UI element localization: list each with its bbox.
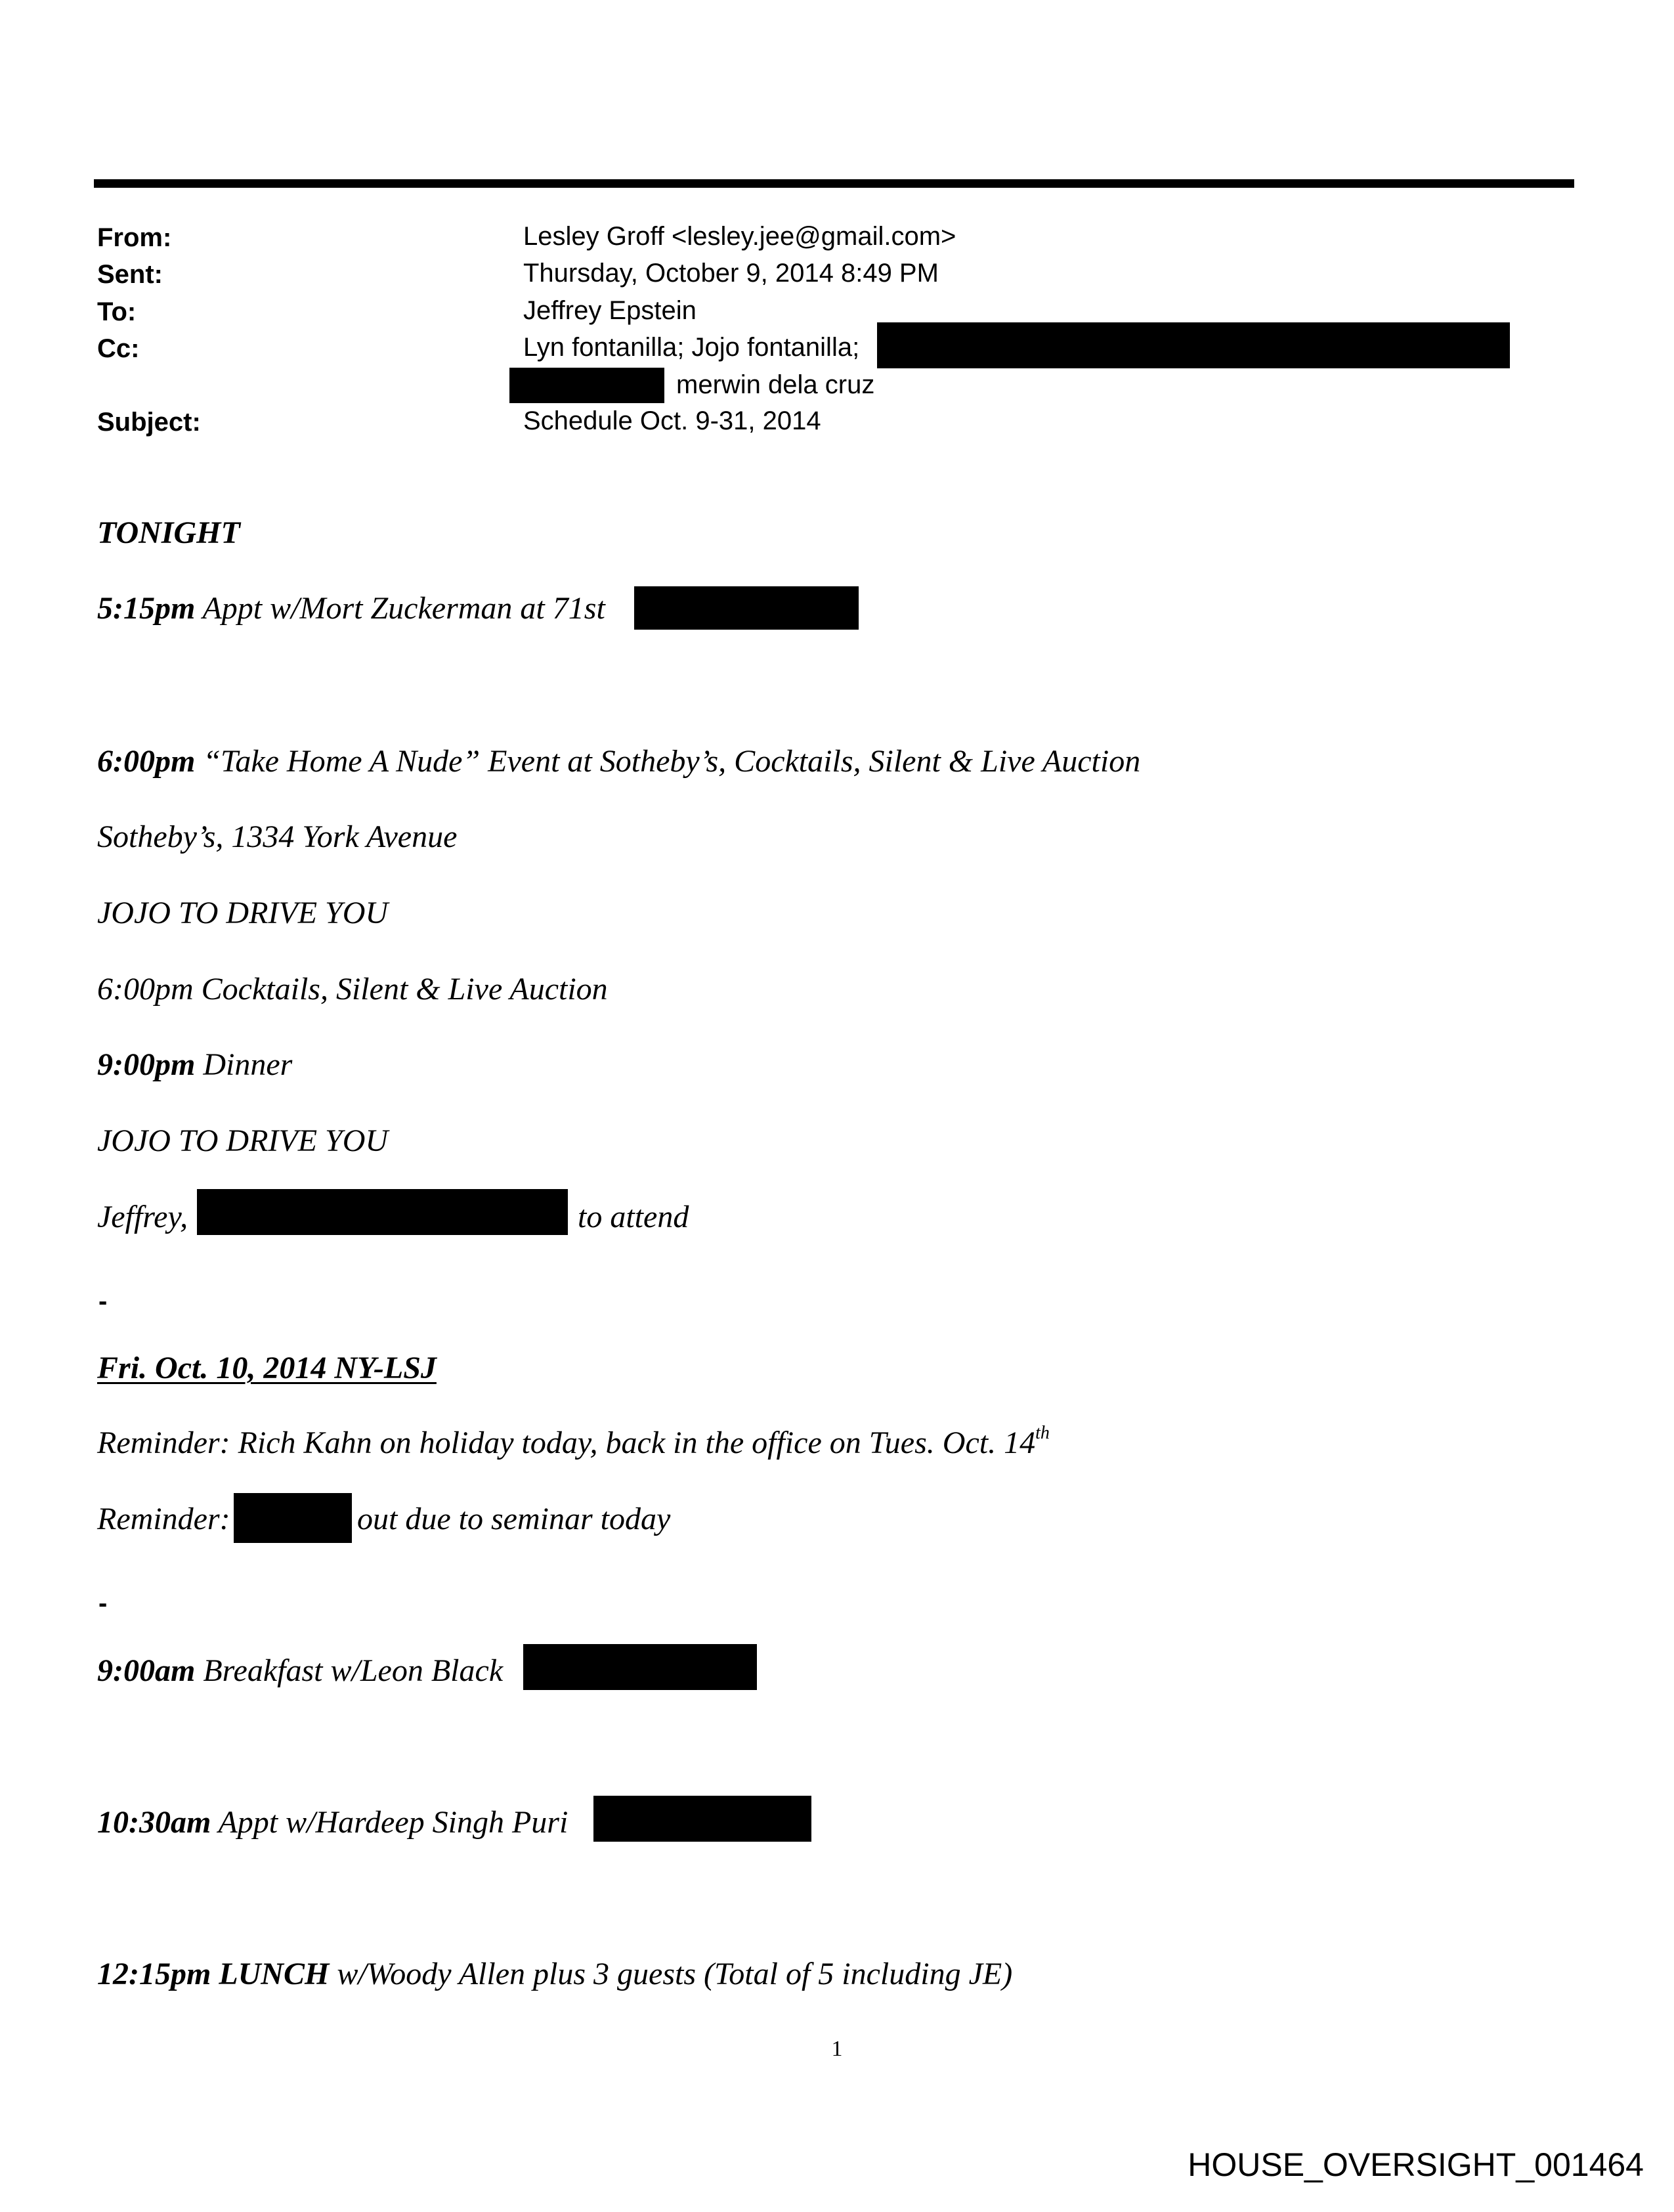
schedule-line-dinner: 9:00pm Dinner <box>97 1047 293 1082</box>
attendees-line-end: to attend <box>578 1200 689 1234</box>
bates-number: HOUSE_OVERSIGHT_001464 <box>1188 2146 1644 2183</box>
reminder-rich-kahn: Reminder: Rich Kahn on holiday today, back in the office on Tues. Oct. 14th <box>97 1423 1050 1460</box>
driver-note: JOJO TO DRIVE YOU <box>97 1123 389 1158</box>
cc-label: Cc: <box>97 334 140 363</box>
driver-note: JOJO TO DRIVE YOU <box>97 896 389 930</box>
sent-label: Sent: <box>97 260 163 289</box>
redaction-block <box>509 368 664 403</box>
attendees-line-start: Jeffrey, <box>97 1200 188 1234</box>
sent-value: Thursday, October 9, 2014 8:49 PM <box>523 259 939 288</box>
redaction-block <box>523 1644 757 1690</box>
header-rule <box>94 179 1574 188</box>
schedule-line-breakfast: 9:00am Breakfast w/Leon Black <box>97 1653 504 1688</box>
sothebys-address: Sotheby’s, 1334 York Avenue <box>97 819 458 854</box>
cc-value-1: Lyn fontanilla; Jojo fontanilla; <box>523 333 860 362</box>
reminder-seminar-end: out due to seminar today <box>357 1502 671 1536</box>
from-label: From: <box>97 223 172 252</box>
tonight-heading: TONIGHT <box>97 515 240 550</box>
to-label: To: <box>97 297 137 326</box>
redaction-block <box>197 1189 568 1235</box>
friday-heading: Fri. Oct. 10, 2014 NY-LSJ <box>97 1351 437 1385</box>
separator-dash: - <box>98 1589 108 1618</box>
reminder-seminar-start: Reminder: <box>97 1502 230 1536</box>
redaction-block <box>593 1796 811 1842</box>
separator-dash: - <box>98 1287 108 1316</box>
schedule-line-zuckerman: 5:15pm Appt w/Mort Zuckerman at 71st <box>97 591 605 626</box>
page-number: 1 <box>831 2037 843 2061</box>
redaction-block <box>877 322 1510 368</box>
from-value: Lesley Groff <lesley.jee@gmail.com> <box>523 222 956 251</box>
cc-value-2: merwin dela cruz <box>676 370 875 399</box>
schedule-line-lunch: 12:15pm LUNCH w/Woody Allen plus 3 guests (Total of 5 including JE) <box>97 1957 1013 1991</box>
schedule-line-sothebys-event: 6:00pm “Take Home A Nude” Event at Sotheby’s, Cocktails, Silent & Live Auction <box>97 744 1141 779</box>
redaction-block <box>234 1493 352 1543</box>
subject-value: Schedule Oct. 9-31, 2014 <box>523 406 821 435</box>
cocktails-line: 6:00pm Cocktails, Silent & Live Auction <box>97 972 608 1007</box>
to-value: Jeffrey Epstein <box>523 296 697 325</box>
schedule-line-appt-puri: 10:30am Appt w/Hardeep Singh Puri <box>97 1805 569 1840</box>
subject-label: Subject: <box>97 408 201 437</box>
redaction-block <box>634 586 859 630</box>
